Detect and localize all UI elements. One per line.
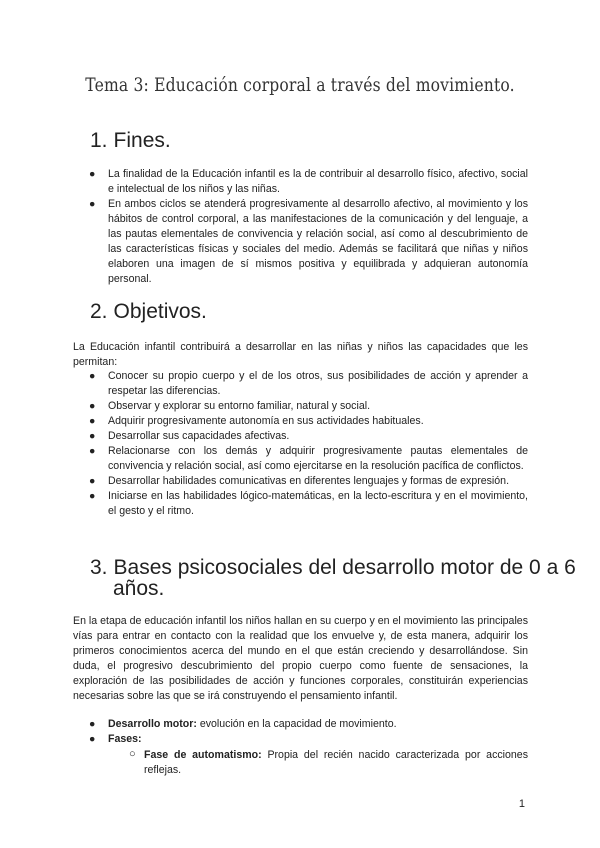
bullet-icon: ● xyxy=(89,415,96,427)
bullet-icon: ● xyxy=(89,370,96,382)
document-title: Tema 3: Educación corporal a través del movimiento. xyxy=(85,74,515,96)
section-3-paragraph: En la etapa de educación infantil los niños hallan en su cuerpo y en el movimiento las principales vías para entrar en contacto con la realidad que los envuelve y, de esta manera, adquirir los primeros conocimientos acerca del mundo en el que están creciendo y desarrollándose. Sin duda, el progresivo descubrimiento del propio cuerpo como fuente de sensaciones, la exploración de las posibilidades de acción y funciones corporales, constituirán experiencias necesarias sobre las que se irá construyendo el pensamiento infantil. xyxy=(73,615,528,702)
section-1-title: Fines. xyxy=(113,129,171,152)
section-3-bullets xyxy=(89,717,528,747)
section-3-heading xyxy=(90,557,576,599)
bullet-icon: ● xyxy=(89,430,96,442)
list-item: ● Desarrollar habilidades comunicativas en diferentes lenguajes y formas de expresión. xyxy=(89,475,510,487)
section-3-subbullets xyxy=(129,748,528,778)
list-item: ● Observar y explorar su entorno familiar, natural y social. xyxy=(89,400,371,412)
bullet-icon: ● xyxy=(89,718,96,730)
section-2-title: Objetivos. xyxy=(113,300,207,323)
bullet-icon: ● xyxy=(89,733,96,745)
list-item: ● Desarrollo motor: evolución en la capacidad de movimiento. xyxy=(89,718,397,730)
section-1-heading xyxy=(90,129,171,153)
list-item: ● Relacionarse con los demás y adquirir progresivamente pautas elementales de convivencia y relación social, así como ejercitarse en la resolución pacífica de conflictos. xyxy=(89,445,528,472)
list-item: ● Conocer su propio cuerpo y el de los otros, sus posibilidades de acción y aprender a respetar las diferencias. xyxy=(89,370,528,397)
section-3-number: 3. xyxy=(90,556,108,579)
bullet-icon: ● xyxy=(89,400,96,412)
section-1-bullets xyxy=(89,167,528,287)
list-item: ● Desarrollar sus capacidades afectivas. xyxy=(89,430,290,442)
bullet-icon: ● xyxy=(89,168,96,180)
list-item: ● En ambos ciclos se atenderá progresivamente al desarrollo afectivo, al movimiento y los hábitos de control corporal, a las manifestaciones de la comunicación y del lenguaje, a las pautas elementales de convivencia y relación social, así como al descubrimiento de las características físicas y sociales del medio. Además se facilitará que niñas y niños elaboren una imagen de sí mismos positiva y equilibrada y adquieran autonomía personal. xyxy=(89,198,528,285)
bullet-icon: ● xyxy=(89,490,96,502)
section-3-title-line1: Bases psicosociales del desarrollo motor de 0 a 6 xyxy=(113,556,576,579)
list-item: ● Iniciarse en las habilidades lógico-matemáticas, en la lecto-escritura y en el movimiento, el gesto y el ritmo. xyxy=(89,490,528,517)
section-2-bullets xyxy=(89,369,528,519)
bullet-icon: ● xyxy=(89,198,96,210)
list-item: ● Adquirir progresivamente autonomía en sus actividades habituales. xyxy=(89,415,424,427)
section-1-number: 1. xyxy=(90,129,108,152)
section-2-number: 2. xyxy=(90,300,108,323)
bullet-icon: ● xyxy=(89,475,96,487)
bullet-icon: ● xyxy=(89,445,96,457)
page-number: 1 xyxy=(518,798,525,810)
section-2-intro: La Educación infantil contribuirá a desarrollar en las niñas y niños las capacidades que les permitan: xyxy=(73,341,528,368)
circle-bullet-icon: ○ xyxy=(129,748,136,760)
section-3-title-line2: años. xyxy=(113,577,165,600)
list-item: ○ Fase de automatismo: Propia del recién nacido caracterizada por acciones reflejas. xyxy=(129,748,528,776)
section-2-heading xyxy=(90,300,207,324)
list-item: ● La finalidad de la Educación infantil es la de contribuir al desarrollo físico, afectivo, social e intelectual de los niños y las niñas. xyxy=(89,168,528,195)
list-item: ● Fases: xyxy=(89,733,142,745)
